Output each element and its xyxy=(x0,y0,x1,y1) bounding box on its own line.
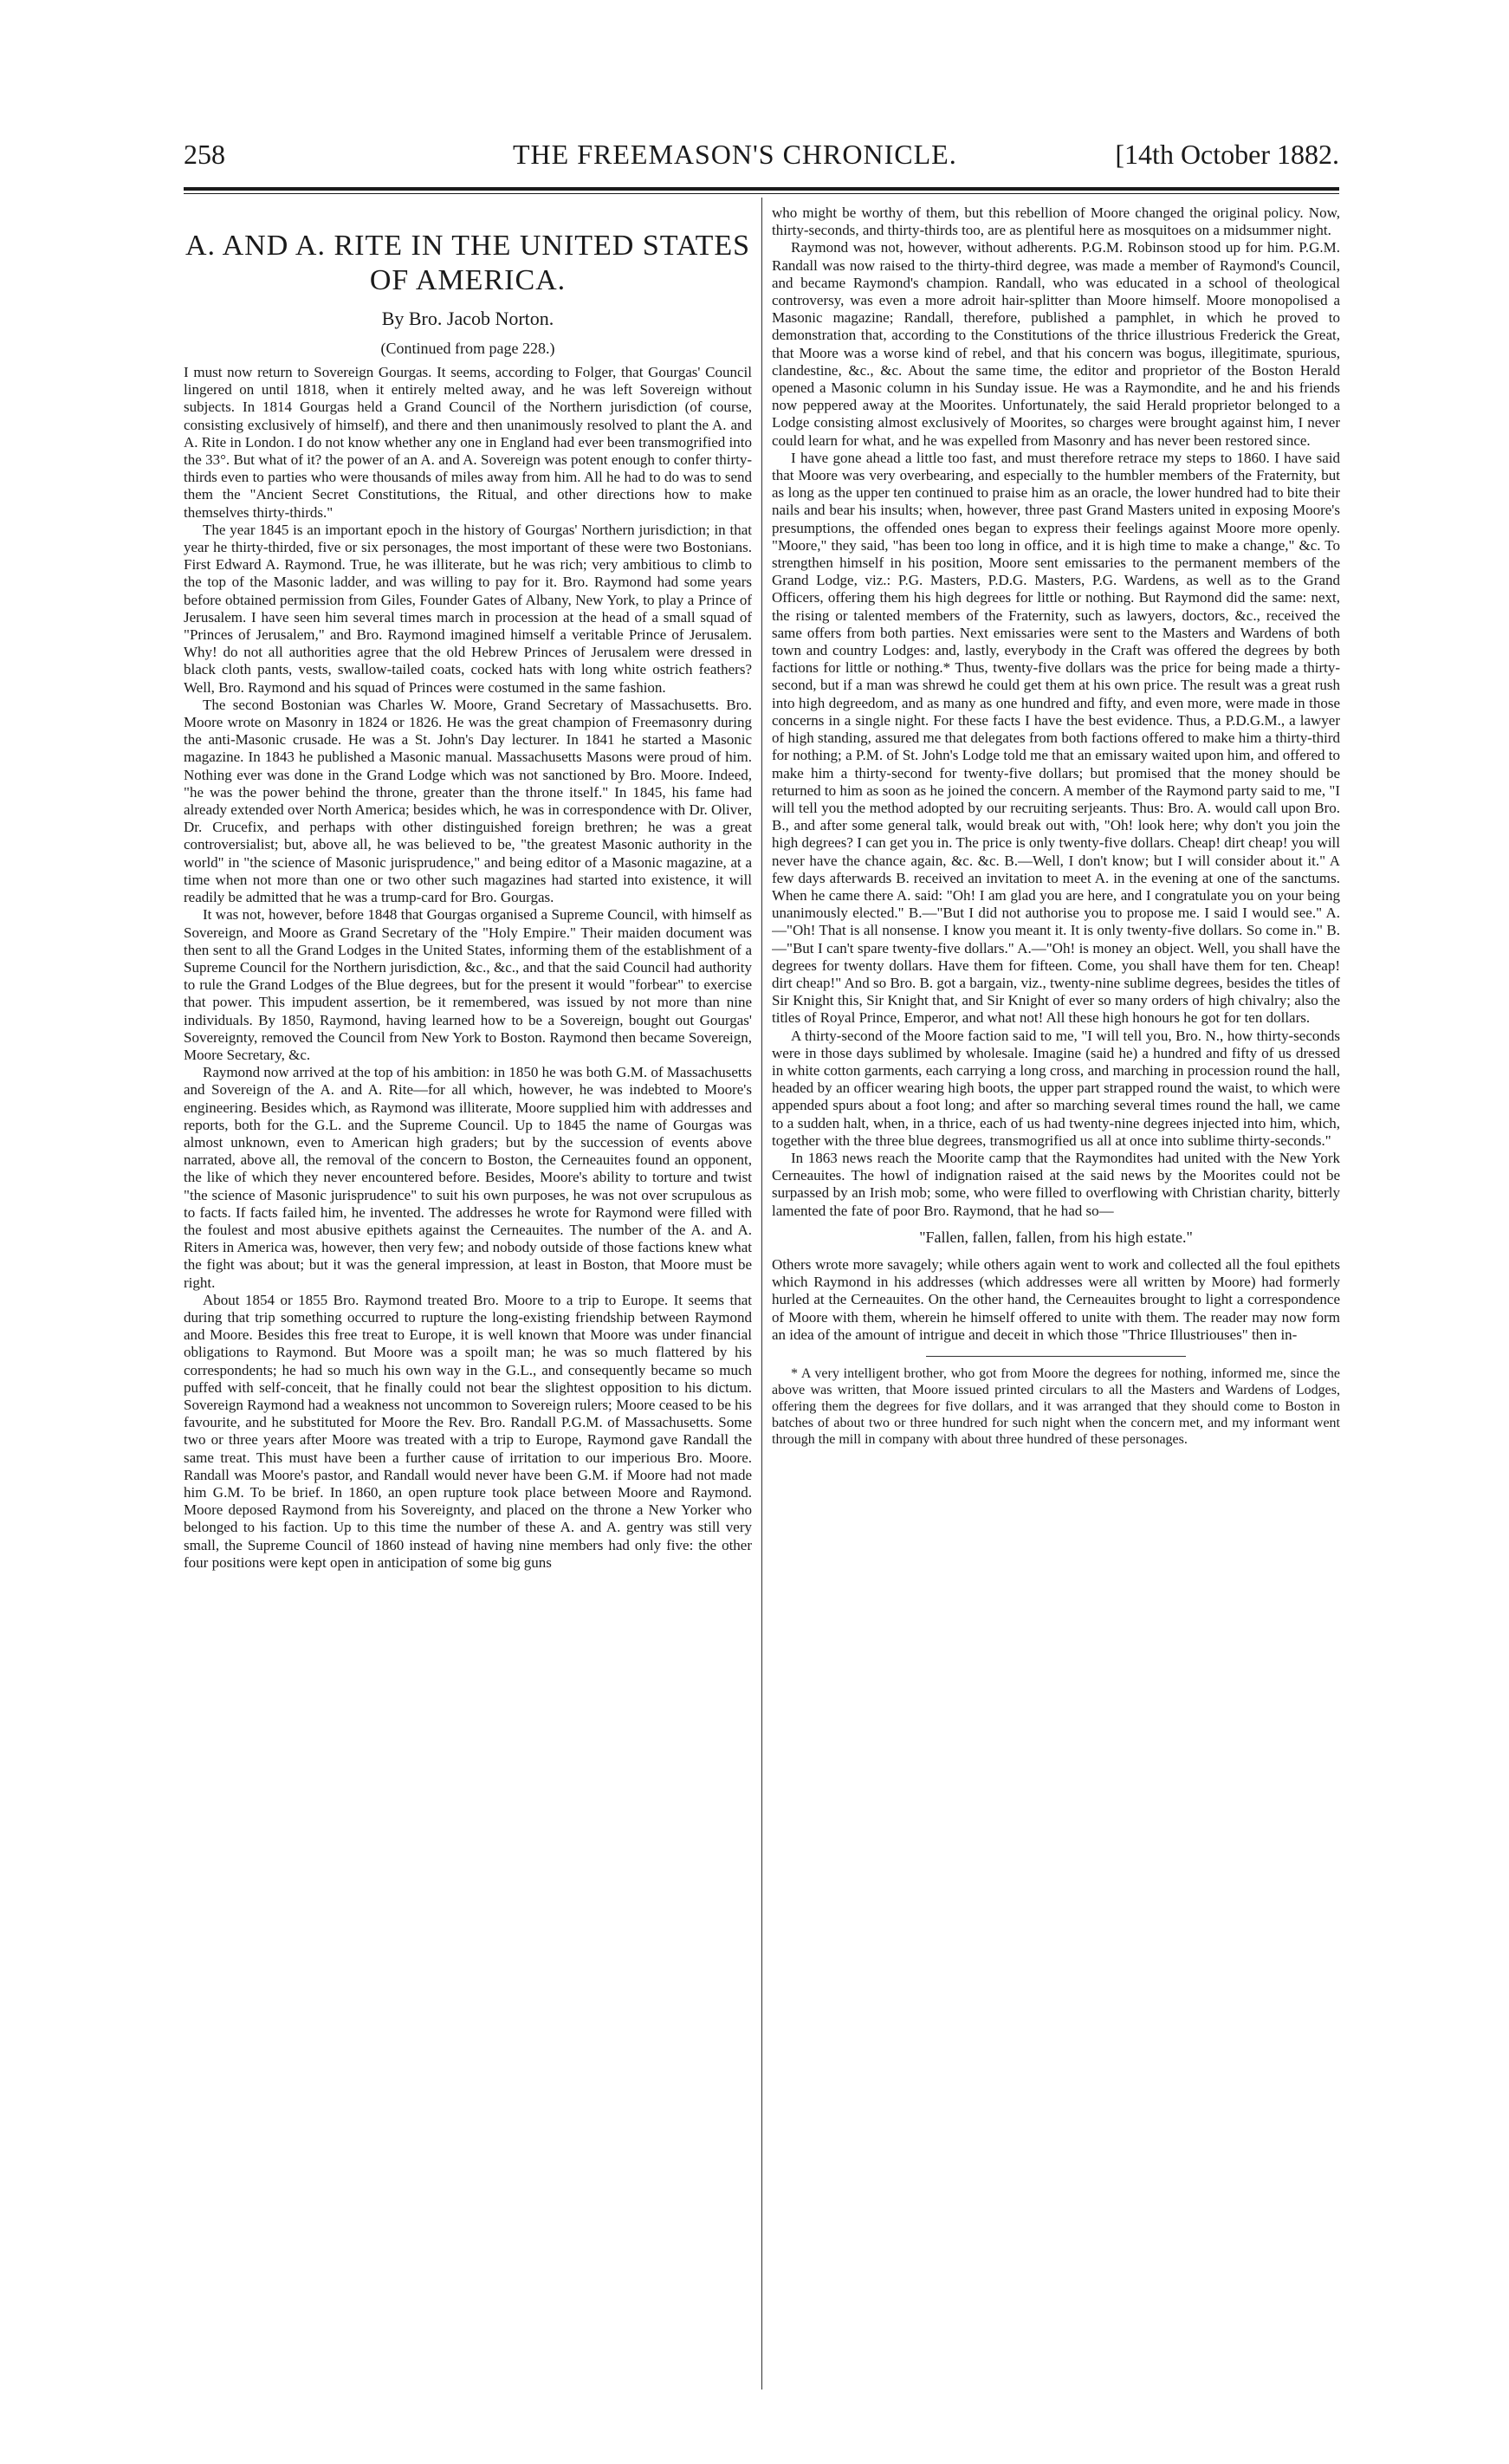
paragraph: The year 1845 is an important epoch in the history of Gourgas' Northern jurisdiction; in that year he thirty-thirded, five or six personages, the most important of these were two Bostonians. First Edward A. Raymond. True, he was illiterate, but he was rich; very ambitious to climb to the top of the Masonic ladder, and was willing to pay for it. Bro. Raymond had some years before obtained permission from Giles, Founder Gates of Albany, New York, to play a Prince of Jerusalem. I have seen him several times march in procession at the head of a small squad of "Princes of Jerusalem," and Bro. Raymond imagined himself a veritable Prince of Jerusalem. Why! do not all authorities agree that the old Hebrew Princes of Jerusalem were dressed in black cloth pants, vests, swallow-tailed coats, cocked hats with long white ostrich feathers? Well, Bro. Raymond and his squad of Princes were costumed in the same fashion. xyxy=(184,521,752,696)
header-rule-thin xyxy=(184,193,1339,194)
right-column xyxy=(772,204,1340,2381)
issue-date: [14th October 1882. xyxy=(1115,139,1339,170)
paragraph: Raymond was not, however, without adherents. P.G.M. Robinson stood up for him. P.G.M. Randall was now raised to the thirty-third degree, was made a member of Raymond's Council, and became Raymond's champion. Randall, who was educated in a school of theological controversy, was even a more adroit hair-splitter than Moore himself. Moore monopolised a Masonic magazine; Randall, therefore, published a pamphlet, in which he proved to demonstration that, according to the Constitutions of the thrice illustrious Frederick the Great, that Moore was a worse kind of rebel, and that his concern was bogus, illegitimate, spurious, clandestine, &c., &c. About the same time, the editor and proprietor of the Boston Herald opened a Masonic column in his Sunday issue. He was a Raymondite, and he and his friends now peppered away at the Moorites. Unfortunately, the said Herald proprietor belonged to a Lodge consisting almost exclusively of Moorites, so charges were brought against him, I never could learn for what, and he was expelled from Masonry and has never been restored since. xyxy=(772,239,1340,449)
page-header xyxy=(184,139,1339,180)
paragraph: Others wrote more savagely; while others again went to work and collected all the foul epithets which Raymond in his addresses (which addresses were all written by Moore) had formerly hurled at the Cerneauites. On the other hand, the Cerneauites brought to light a correspondence of Moore with them, wherein he himself offered to unite with them. The reader may now form an idea of the amount of intrigue and deceit in which those "Thrice Illustriouses" then in- xyxy=(772,1255,1340,1343)
article-title: A. AND A. RITE IN THE UNITED STATES OF AMERICA. xyxy=(185,230,751,296)
paragraph: who might be worthy of them, but this rebellion of Moore changed the original policy. Now, thirty-seconds, and thirty-thirds too, are as plentiful here as mosquitoes on a midsummer night. xyxy=(772,204,1340,239)
column-divider xyxy=(761,198,762,2389)
header-rule xyxy=(184,187,1339,191)
article-byline: By Bro. Jacob Norton. xyxy=(381,308,554,329)
paragraph: I have gone ahead a little too fast, and must therefore retrace my steps to 1860. I have said that Moore was very overbearing, and especially to the humbler members of the Fraternity, but as long as the upper ten continued to praise him as an oracle, the lower hundred had to bite their nails and bear his insults; when, however, three past Grand Masters united in exposing Moore's presumptions, the offended ones began to express their feelings against Moore more openly. "Moore," they said, "has been too long in office, and it is high time to make a change," &c. To strengthen himself in his position, Moore sent emissaries to the permanent members of the Grand Lodge, viz.: P.G. Masters, P.D.G. Masters, P.G. Wardens, as well as to the Grand Officers, offering them his high degrees for little or nothing. But Raymond did the same: next, the rising or talented members of the Fraternity, such as lawyers, doctors, &c., received the same offers from both parties. Next emissaries were sent to the Masters and Wardens of both town and country Lodges: and, lastly, everybody in the Craft was offered the degrees by both factions for little or nothing.* Thus, twenty-five dollars was the price for being made a thirty-second, but if a man was shrewd he could get them at his own price. The result was a great rush into high degreedom, and as many as one hundred and fifty, and even more, were made in those concerns in a single night. For these facts I have the best evidence. Thus, a P.D.G.M., a lawyer of high standing, assured me that delegates from both factions offered to make him a thirty-third for nothing; a P.M. of St. John's Lodge told me that an emissary waited upon him, and offered to make him a thirty-second for twenty-five dollars; but promised that the money should be returned to him as soon as he joined the concern. A member of the Raymond party said to me, "I will tell you the method adopted by our recruiting serjeants. Thus: Bro. A. would call upon Bro. B., and after some general talk, would break out with, "Oh! look here; why don't you join the high degrees? I can get you in. The price is only twenty-five dollars. Cheap! dirt cheap! you will never have the chance again, &c. &c. B.—Well, I don't know; but I will consider about it." A few days afterwards B. received an invitation to meet A. in the evening at one of the sanctums. When he came there A. said: "Oh! I am glad you are here, and I congratulate you on your being unanimously elected." B.—"But I did not authorise you to propose me. I said I would see." A.—"Oh! That is all nonsense. I know you meant it. It is only twenty-five dollars. So come in." B.—"But I can't spare twenty-five dollars." A.—"Oh! is money an object. Well, you shall have the degrees for twenty dollars. Have them for fifteen. Come, you shall have them for ten. Cheap! dirt cheap!" And so Bro. B. got a bargain, viz., twenty-nine sublime degrees, besides the titles of Sir Knight this, Sir Knight that, and Sir Knight of ever so many orders of high chivalry; also the titles of Royal Prince, Emperor, and what not! All these high honours he got for ten dollars. xyxy=(772,449,1340,1027)
paragraph: About 1854 or 1855 Bro. Raymond treated Bro. Moore to a trip to Europe. It seems that during that trip something occurred to rupture the long-existing friendship between Raymond and Moore. Besides this free treat to Europe, it is well known that Moore was under financial obligations to Raymond. But Moore was a spoilt man; he was so much flattered by his correspondents; he had so much his own way in the G.L., and consequently became so much puffed with self-conceit, that he finally could not bear the slightest opposition to his dictum. Sovereign Raymond had a weakness not uncommon to Sovereign rulers; Moore ceased to be his favourite, and he substituted for Moore the Rev. Bro. Randall P.G.M. of Massachusetts. Some two or three years after Moore was treated with a trip to Europe, Raymond gave Randall the same treat. This must have been a further cause of irritation to our imperious Bro. Moore. Randall was Moore's pastor, and Randall would never have been G.M. if Moore had not made him G.M. To be brief. In 1860, an open rupture took place between Moore and Raymond. Moore deposed Raymond from his Sovereignty, and placed on the throne a New Yorker who belonged to his faction. Up to this time the number of these A. and A. gentry was still very small, the Supreme Council of 1860 instead of having nine members had only five: the other four positions were kept open in anticipation of some big guns xyxy=(184,1291,752,1571)
left-column xyxy=(184,204,752,2381)
footnote-rule xyxy=(926,1356,1186,1357)
pull-quote: "Fallen, fallen, fallen, from his high estate." xyxy=(919,1228,1193,1246)
page-number: 258 xyxy=(184,139,225,170)
paragraph: In 1863 news reach the Moorite camp that the Raymondites had united with the New York Cerneauites. The howl of indignation raised at the said news by the Moorites could not be surpassed by an Irish mob; some, who were filled to overflowing with Christian charity, bitterly lamented the fate of poor Bro. Raymond, that he had so— xyxy=(772,1149,1340,1219)
footnote-text: * A very intelligent brother, who got from Moore the degrees for nothing, informed me, since the above was written, that Moore issued printed circulars to all the Masters and Wardens of Lodges, offering them the degrees for five dollars, and it was arranged that they should come to Boston in batches of about two or three hundred for such night when the concern met, and my informant went through the mill in company with about three hundred of these personages. xyxy=(772,1366,1340,1447)
paragraph: It was not, however, before 1848 that Gourgas organised a Supreme Council, with himself as Sovereign, and Moore as Grand Secretary of the "Holy Empire." Their maiden document was then sent to all the Grand Lodges in the United States, informing them of the establishment of a Supreme Council for the Northern jurisdiction, &c., &c., and that the said Council had authority to rule the Grand Lodges of the Blue degrees, but for the present it would "forbear" to exercise that power. This impudent assertion, be it remembered, was issued by not more than nine individuals. By 1850, Raymond, having learned how to be a Sovereign, bought out Gourgas' Sovereignty, removed the Council from New York to Boston. Raymond then became Sovereign, Moore Secretary, &c. xyxy=(184,906,752,1063)
paragraph: Raymond now arrived at the top of his ambition: in 1850 he was both G.M. of Massachusetts and Sovereign of the A. and A. Rite—for all which, however, he was indebted to Moore's engineering. Besides which, as Raymond was illiterate, Moore supplied him with addresses and reports, both for the G.L. and the Supreme Council. Up to 1845 the name of Gourgas was almost unknown, even to American high graders; but by the succession of events above narrated, above all, the removal of the concern to Boston, the Cerneauites found an opponent, the like of which they never encountered before. Besides, Moore's ability to torture and twist "the science of Masonic jurisprudence" to suit his own purposes, he was not over scrupulous as to facts. If facts failed him, he invented. The addresses he wrote for Raymond were filled with the foulest and most abusive epithets against the Cerneauites. The number of the A. and A. Riters in America was, however, then very few; and nobody outside of those factions knew what the fight was about; but it was the general impression, at least in Boston, that Moore must be right. xyxy=(184,1064,752,1291)
paragraph: The second Bostonian was Charles W. Moore, Grand Secretary of Massachusetts. Bro. Moore wrote on Masonry in 1824 or 1826. He was the great champion of Freemasonry during the anti-Masonic crusade. He was a St. John's Day lecturer. In 1841 he started a Masonic magazine. In 1843 he published a Masonic manual. Massachusetts Masons were proud of him. Nothing ever was done in the Grand Lodge which was not sanctioned by Bro. Moore. Indeed, "he was the power behind the throne, greater than the throne itself." In 1845, his fame had already extended over North America; besides which, he was in correspondence with Dr. Oliver, Dr. Crucefix, and perhaps with other distinguished foreign brethren; he was a great controversialist; but, above all, he was believed to be, "the greatest Masonic authority in the world" in "the science of Masonic jurisprudence," and being editor of a Masonic magazine, at a time when not more than one or two other such magazines had started into existence, it will readily be admitted that he was a trump-card for Bro. Gourgas. xyxy=(184,696,752,906)
footnote xyxy=(772,1365,1340,1448)
paragraph: A thirty-second of the Moore faction said to me, "I will tell you, Bro. N., how thirty-seconds were in those days sublimed by wholesale. Imagine (said he) a hundred and fifty of us dressed in white cotton garments, each carrying a long cross, and marching in procession round the hall, headed by an officer wearing high boots, the upper part strapped round the waist, to which were appended spurs about a foot long; and after so marching several times round the hall, we came to a sudden halt, when, in a thrice, each of us had twenty-nine degrees injected into him, which, together with the three blue degrees, transmogrified us all at once into sublime thirty-seconds." xyxy=(772,1027,1340,1149)
journal-title: THE FREEMASON'S CHRONICLE. xyxy=(513,139,957,170)
continued-note: (Continued from page 228.) xyxy=(380,340,555,357)
paragraph: I must now return to Sovereign Gourgas. It seems, according to Folger, that Gourgas' Council lingered on until 1818, when it entirely melted away, and he was left Sovereign without subjects. In 1814 Gourgas held a Grand Council of the Northern jurisdiction (of course, consisting exclusively of himself), and there and then unanimously resolved to plant the A. and A. Rite in London. I do not know whether any one in England had ever been transmogrified into the 33°. But what of it? the power of an A. and A. Sovereign was potent enough to confer thirty-thirds even to parties who were thousands of miles away from him. All he had to do was to send them the "Ancient Secret Constitutions, the Ritual, and other directions how to make themselves thirty-thirds." xyxy=(184,364,752,521)
